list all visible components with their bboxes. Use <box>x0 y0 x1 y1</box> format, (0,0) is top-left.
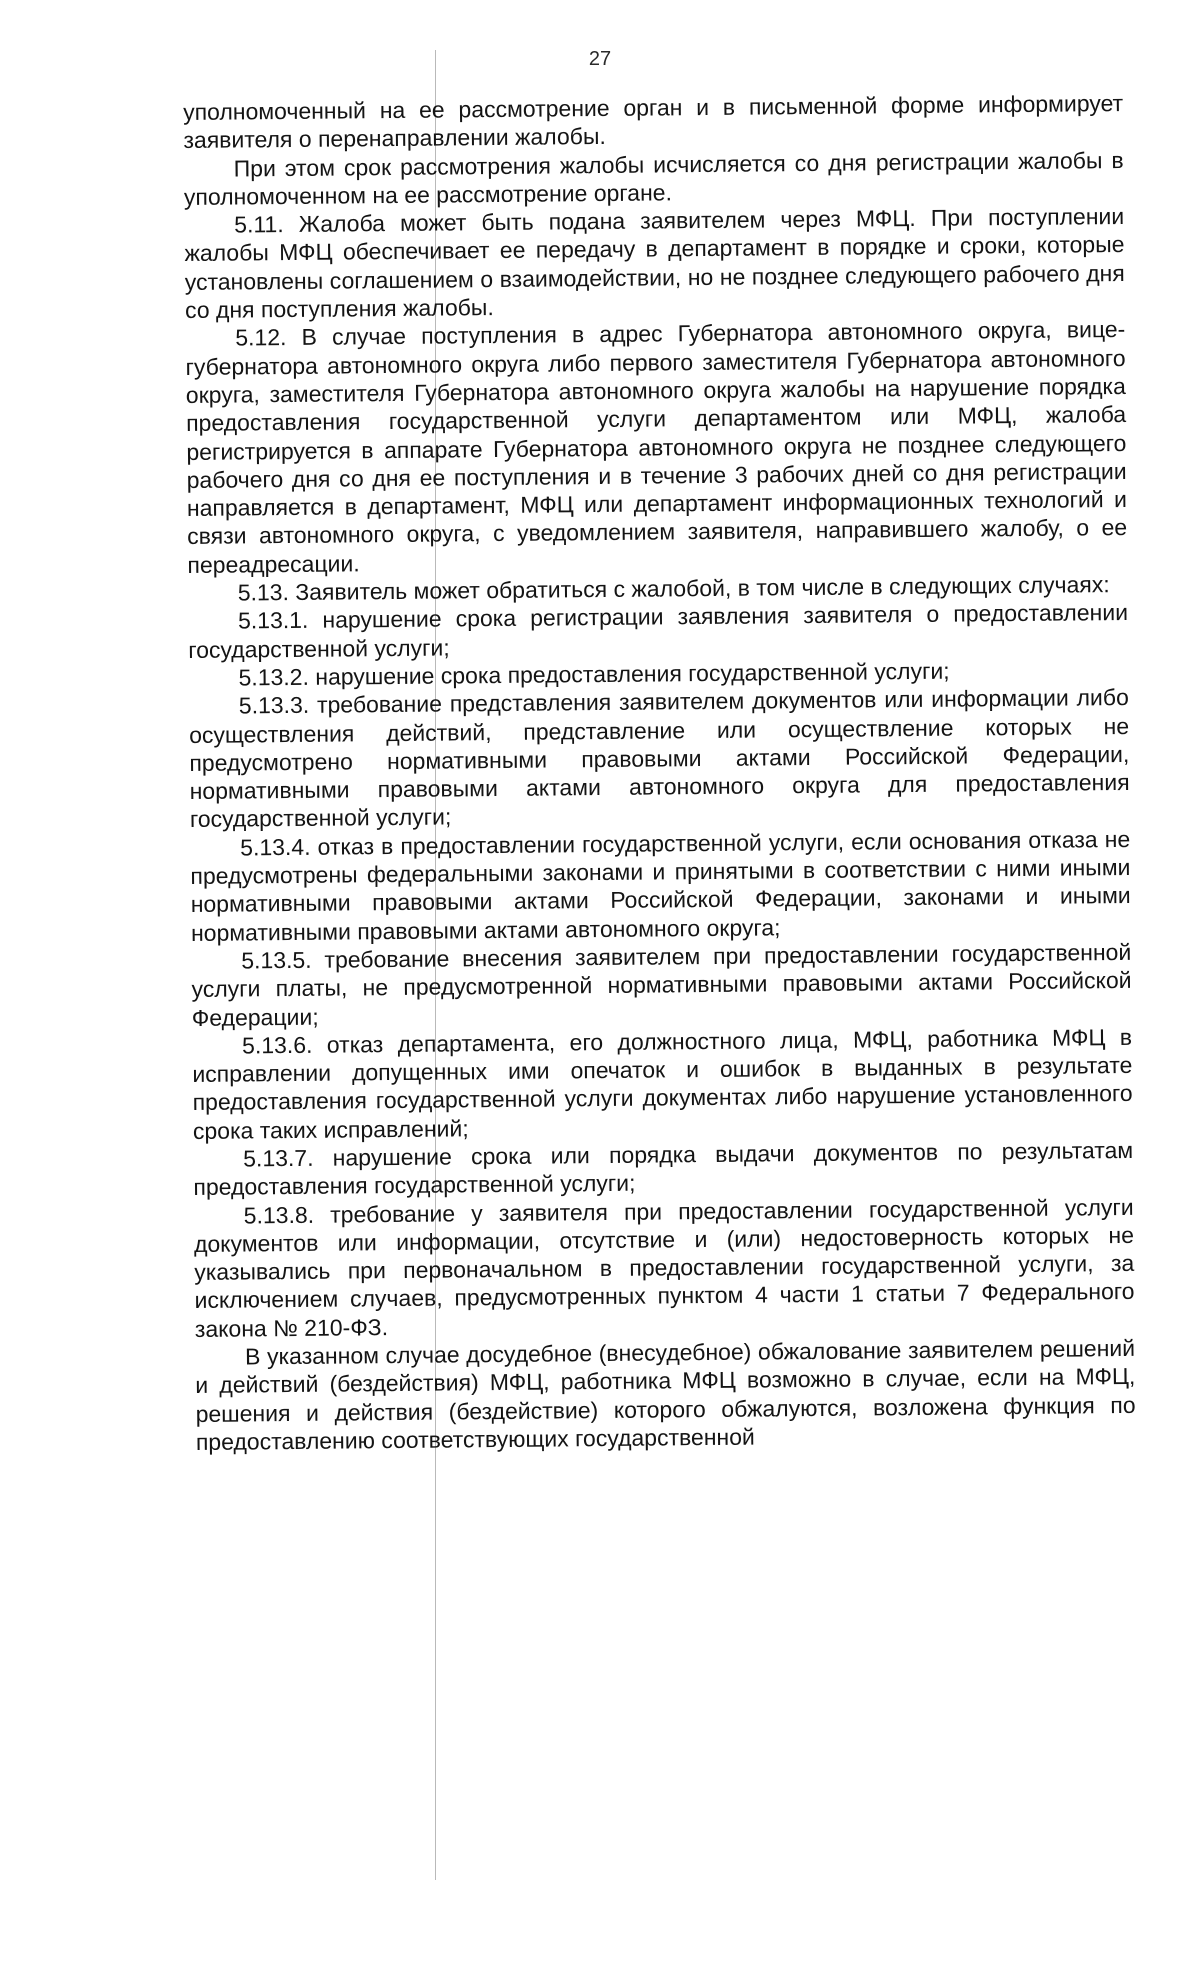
page-number: 27 <box>588 48 612 70</box>
paragraph-mfc-appeal: В указанном случае досудебное (внесудебное) обжалование заявителем решений и действий (бездействия) МФЦ, работника МФЦ возможно в случае, если на МФЦ, решения и действия (бездействие) которого обжалуются, возложена функция по предоставлению соответствующих государственной <box>195 1334 1136 1455</box>
paragraph-5-13-1: 5.13.1. нарушение срока регистрации заявления заявителя о предоставлении государственной услуги; <box>188 599 1129 663</box>
paragraph-term-calculation: При этом срок рассмотрения жалобы исчисляется со дня регистрации жалобы в уполномоченном на ее рассмотрение органе. <box>183 146 1124 210</box>
paragraph-5-13-5: 5.13.5. требование внесения заявителем при предоставлении государственной услуги платы, не предусмотренной нормативными правовыми актами Российской Федерации; <box>191 938 1132 1031</box>
paragraph-5-13-4: 5.13.4. отказ в предоставлении государственной услуги, если основания отказа не предусмотрены федеральными законами и принятыми в соответствии с ними иными нормативными правовыми актами Российской Федерации, законами и иными нормативными правовыми актами автономного округа; <box>190 825 1131 946</box>
paragraph-5-13-3: 5.13.3. требование представления заявителем документов или информации либо осуществления действий, представление или осуществление которых не предусмотрено нормативными правовыми актами Российской Федерации, нормативными правовыми актами автономного округа для предоставления государственной услуги; <box>188 684 1130 833</box>
body-text <box>183 89 1136 1456</box>
paragraph-5-13-6: 5.13.6. отказ департамента, его должностного лица, МФЦ, работника МФЦ в исправлении допущенных ими опечаток и ошибок в выданных в результате предоставления государственной услуги документах либо нарушение установленного срока таких исправлений; <box>192 1023 1133 1144</box>
paragraph-5-13-2: 5.13.2. нарушение срока предоставления государственной услуги; <box>238 657 950 691</box>
paragraph-5-13-8: 5.13.8. требование у заявителя при предоставлении государственной услуги документов или информации, отсутствие и (или) недостоверность которых не указывались при первоначальном в предоставлении государственной услуги, за исключением случаев, предусмотренных пунктом 4 части 1 статьи 7 Федерального закона № 210-ФЗ. <box>193 1193 1135 1342</box>
paragraph-5-12: 5.12. В случае поступления в адрес Губернатора автономного округа, вице-губернатора автономного округа либо первого заместителя Губернатора автономного округа, заместителя Губернатора автономного округа жалобы на нарушение порядка предоставления государственной услуги департаментом или МФЦ, жалоба регистрируется в аппарате Губернатора автономного округа не позднее следующего рабочего дня со дня ее поступления и в течение 3 рабочих дней со дня регистрации направляется в департамент, МФЦ или департамент информационных технологий и связи автономного округа, с уведомлением заявителя, направившего жалобу, о ее переадресации. <box>185 316 1128 578</box>
paragraph-5-11: 5.11. Жалоба может быть подана заявителем через МФЦ. При поступлении жалобы МФЦ обеспечивает ее передачу в департамент в порядке и сроки, которые установлены соглашением о взаимодействии, но не позднее следующего рабочего дня со дня поступления жалобы. <box>184 203 1125 324</box>
paragraph-continuation: уполномоченный на ее рассмотрение орган и в письменной форме информирует заявителя о перенаправлении жалобы. <box>183 89 1124 154</box>
paragraph-5-13-7: 5.13.7. нарушение срока или порядка выдачи документов по результатам предоставления государственной услуги; <box>193 1136 1134 1201</box>
paragraph-5-13: 5.13. Заявитель может обратиться с жалобой, в том числе в следующих случаях: <box>237 571 1110 606</box>
